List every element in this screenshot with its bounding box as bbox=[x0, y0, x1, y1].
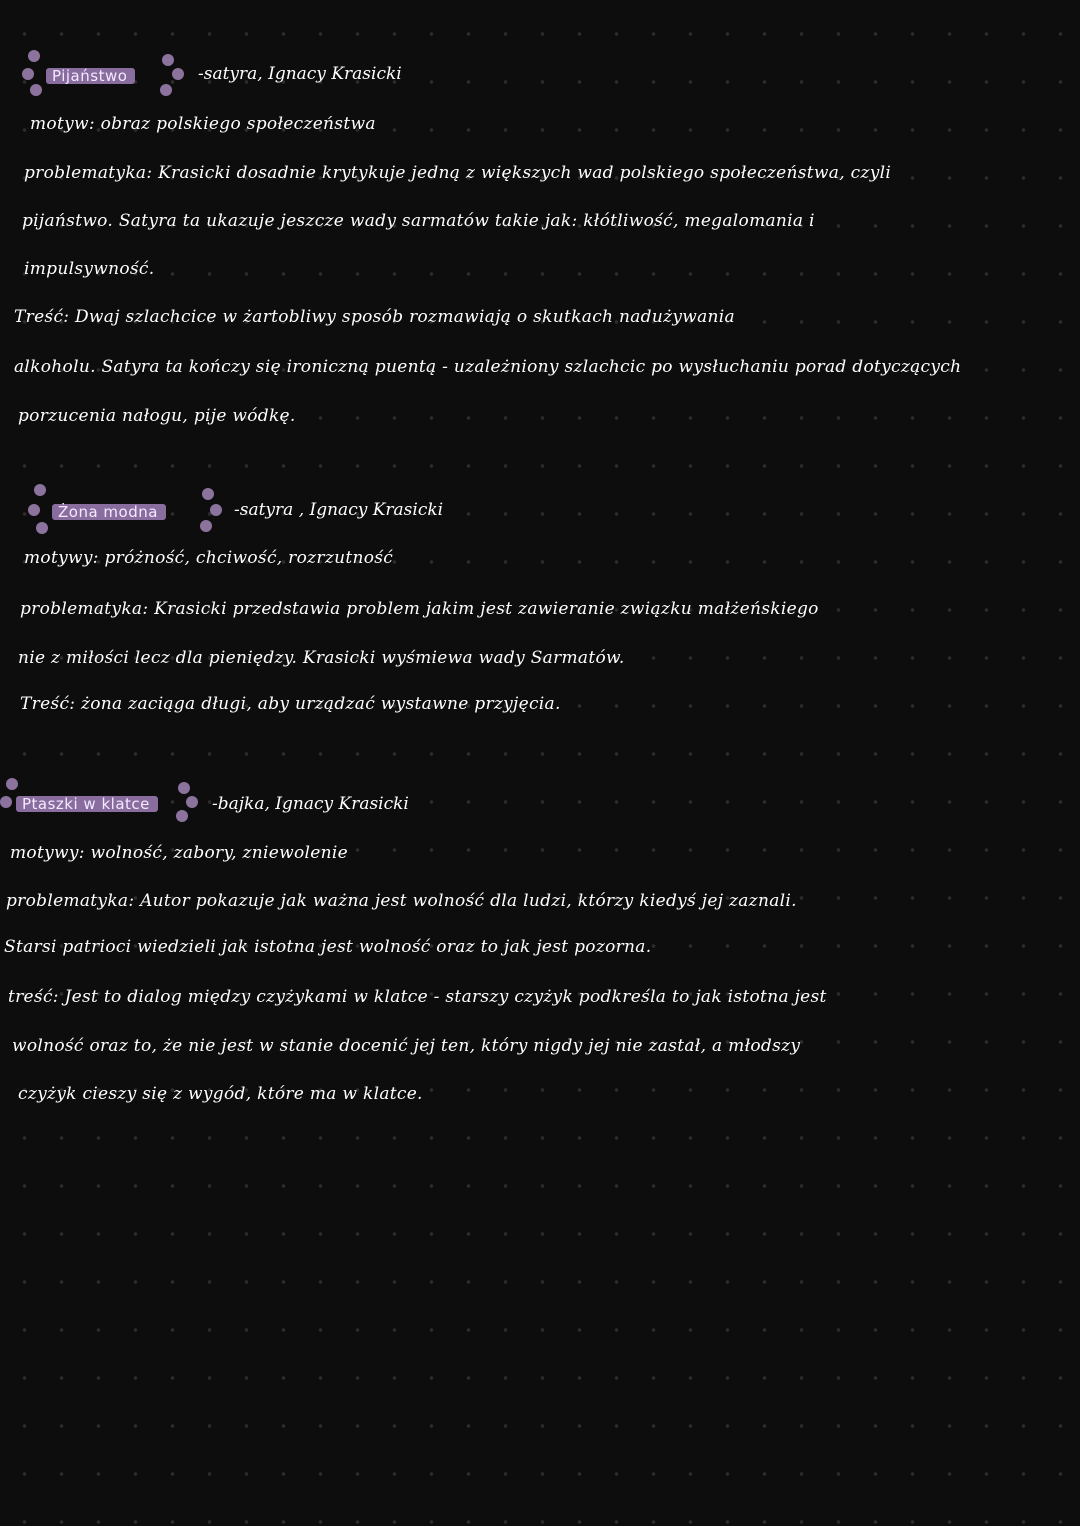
decoration-dot bbox=[0, 796, 12, 808]
section-heading bbox=[22, 56, 442, 96]
problem-line: pijaństwo. Satyra ta ukazuje jeszcze wady sarmatów takie jak: kłótliwość, megalomania i bbox=[22, 211, 815, 231]
motif-line: motyw: obraz polskiego społeczeństwa bbox=[30, 114, 376, 134]
motif-line: motywy: wolność, zabory, zniewolenie bbox=[10, 843, 348, 863]
decoration-dot bbox=[28, 504, 40, 516]
decoration-dot bbox=[22, 68, 34, 80]
section-title: Żona modna bbox=[52, 504, 166, 520]
decoration-dot bbox=[176, 810, 188, 822]
section-title: Ptaszki w klatce bbox=[16, 796, 158, 812]
decoration-dot bbox=[186, 796, 198, 808]
problem-line: Starsi patrioci wiedzieli jak istotna jest wolność oraz to jak jest pozorna. bbox=[4, 937, 652, 957]
content-line: wolność oraz to, że nie jest w stanie docenić jej ten, który nigdy jej nie zastał, a młodszy bbox=[12, 1036, 801, 1056]
decoration-dot bbox=[210, 504, 222, 516]
problem-line: problematyka: Krasicki przedstawia problem jakim jest zawieranie związku małżeńskiego bbox=[20, 599, 819, 619]
content-line: treść: Jest to dialog między czyżykami w klatce - starszy czyżyk podkreśla to jak istotna jest bbox=[8, 987, 827, 1007]
decoration-dot bbox=[178, 782, 190, 794]
decoration-dot bbox=[200, 520, 212, 532]
content-line: porzucenia nałogu, pije wódkę. bbox=[18, 406, 296, 426]
section-heading bbox=[0, 784, 460, 824]
content-line: alkoholu. Satyra ta kończy się ironiczną puentą - uzależniony szlachcic po wysłuchaniu porad dotyczących bbox=[14, 357, 962, 377]
decoration-dot bbox=[36, 522, 48, 534]
problem-line: problematyka: Krasicki dosadnie krytykuje jedną z większych wad polskiego społeczeństwa, czyli bbox=[24, 163, 892, 183]
decoration-dot bbox=[34, 484, 46, 496]
decoration-dot bbox=[162, 54, 174, 66]
content-line: Treść: żona zaciąga długi, aby urządzać wystawne przyjęcia. bbox=[20, 694, 561, 714]
content-line: czyżyk cieszy się z wygód, które ma w klatce. bbox=[18, 1084, 423, 1104]
content-line: Treść: Dwaj szlachcice w żartobliwy sposób rozmawiają o skutkach nadużywania bbox=[14, 307, 735, 327]
motif-line: motywy: próżność, chciwość, rozrzutność bbox=[24, 548, 394, 568]
section-title: Pijaństwo bbox=[46, 68, 135, 84]
decoration-dot bbox=[160, 84, 172, 96]
decoration-dot bbox=[28, 50, 40, 62]
problem-line: nie z miłości lecz dla pieniędzy. Krasicki wyśmiewa wady Sarmatów. bbox=[18, 648, 625, 668]
problem-line: problematyka: Autor pokazuje jak ważna jest wolność dla ludzi, którzy kiedyś jej zaznali. bbox=[6, 891, 797, 911]
section-subtitle: -satyra, Ignacy Krasicki bbox=[198, 64, 402, 84]
decoration-dot bbox=[30, 84, 42, 96]
decoration-dot bbox=[6, 778, 18, 790]
section-subtitle: -bajka, Ignacy Krasicki bbox=[212, 794, 409, 814]
problem-line: impulsywność. bbox=[24, 259, 155, 279]
section-subtitle: -satyra , Ignacy Krasicki bbox=[234, 500, 444, 520]
section-heading bbox=[28, 492, 478, 532]
decoration-dot bbox=[172, 68, 184, 80]
decoration-dot bbox=[202, 488, 214, 500]
